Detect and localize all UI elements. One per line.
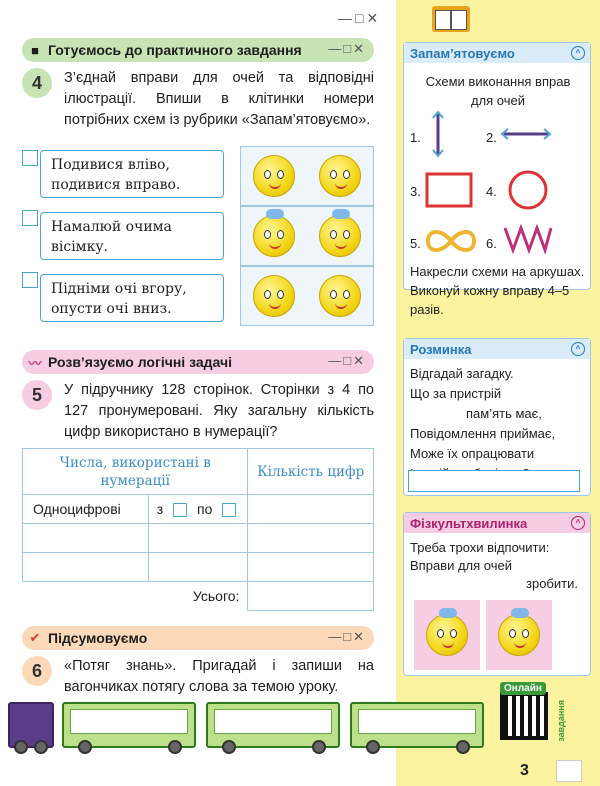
table-header-count: Кількість цифр xyxy=(248,449,374,495)
wheel-icon xyxy=(312,740,326,754)
riddle-line: Що за пристрій xyxy=(410,386,502,401)
illustration-row xyxy=(240,146,374,206)
wheel-icon xyxy=(168,740,182,754)
task-number-badge: 4 xyxy=(22,68,52,98)
remember-header xyxy=(404,43,590,63)
table-cell[interactable] xyxy=(148,524,248,553)
exercise-picture xyxy=(486,600,552,670)
online-sub-label: завдання xyxy=(556,700,566,742)
answer-cell[interactable] xyxy=(222,503,236,517)
figure-eight-icon xyxy=(424,226,478,256)
illustration-row xyxy=(240,266,374,326)
scheme-label: 2. xyxy=(486,130,497,145)
remember-title: Запам’ятовуємо xyxy=(410,45,515,61)
table-header-numbers: Числа, використані в нумерації xyxy=(23,449,248,495)
circle-scheme-icon xyxy=(506,168,550,212)
practice-section-title: Готуємось до практичного завдання xyxy=(48,42,302,58)
logic-section-title: Розв’язуємо логічні задачі xyxy=(48,354,232,370)
train-wagon xyxy=(350,702,484,748)
task5-text: У підручнику 128 сторінок. Сторінки з 4 по 127 пронумеровані. Яку загальну кількість цифр використано в нумерації? xyxy=(64,382,374,440)
answer-cell[interactable] xyxy=(22,150,38,166)
checkmark-icon: ✔ xyxy=(29,630,41,645)
ball-character-icon xyxy=(319,155,361,197)
page-corner xyxy=(556,760,582,782)
wagon-write-area[interactable] xyxy=(358,709,476,734)
table-cell[interactable] xyxy=(23,553,149,582)
wheel-icon xyxy=(222,740,236,754)
table-cell-range xyxy=(148,495,248,524)
exercise-label: Підніми очі вгору, опусти очі вниз. xyxy=(51,281,187,317)
logic-section-header xyxy=(22,350,374,374)
collapse-icon[interactable]: ^ xyxy=(571,342,585,356)
ball-character-icon xyxy=(319,215,361,257)
exercise-card xyxy=(40,274,224,322)
table-cell[interactable] xyxy=(248,553,374,582)
vertical-arrows-icon xyxy=(428,110,448,158)
task4-text: З’єднай вправи для очей та відповідні ілюстрації. Впиши в клітинки номери потрібних схем із рубрики «Запам’ятовуємо». xyxy=(64,70,374,128)
qr-code-icon[interactable] xyxy=(500,692,548,740)
table-cell xyxy=(23,582,149,611)
scheme-label: 1. xyxy=(410,130,421,145)
wagon-write-area[interactable] xyxy=(70,709,188,734)
riddle-answer-field[interactable] xyxy=(408,470,580,492)
wheel-icon xyxy=(14,740,28,754)
riddle-line: Відгадай загадку. xyxy=(410,366,514,381)
exercise-title: Фізкультхвилинка xyxy=(410,515,528,531)
online-label: Онлайн xyxy=(500,682,546,695)
window-controls-icon: —□✕ xyxy=(328,629,366,644)
illustration-row xyxy=(240,206,374,266)
wagon-write-area[interactable] xyxy=(214,709,332,734)
summary-section-title: Підсумовуємо xyxy=(48,630,148,646)
exercise-line: Вправи для очей xyxy=(410,558,512,573)
task-number-badge: 5 xyxy=(22,380,52,410)
total-label: Усього: xyxy=(192,588,240,605)
book-icon xyxy=(432,6,470,32)
table-cell-single-digit: Одноцифрові xyxy=(23,495,149,524)
task6-text: «Потяг знань». Пригадай і запиши на вагончиках потягу слова за темою уроку. xyxy=(64,658,374,695)
zigzag-icon: 〰 xyxy=(28,355,42,371)
ball-character-icon xyxy=(426,614,468,656)
locomotive xyxy=(8,702,54,748)
wheel-icon xyxy=(366,740,380,754)
scheme-label: 6. xyxy=(486,236,497,251)
riddle-line: пам’ять має, xyxy=(466,406,542,421)
exercise-picture xyxy=(414,600,480,670)
table-cell-total[interactable] xyxy=(248,582,374,611)
collapse-icon[interactable]: ^ xyxy=(571,516,585,530)
scheme-label: 4. xyxy=(486,184,497,199)
collapse-icon[interactable]: ^ xyxy=(571,46,585,60)
table-cell[interactable] xyxy=(23,524,149,553)
numbering-table xyxy=(22,448,374,611)
ball-character-icon xyxy=(253,155,295,197)
answer-cell[interactable] xyxy=(22,210,38,226)
remember-note: Накресли схеми на аркушах. Виконуй кожну вправу 4–5 разів. xyxy=(410,264,585,317)
task-number-badge: 6 xyxy=(22,656,52,686)
wheel-icon xyxy=(78,740,92,754)
scheme-label: 3. xyxy=(410,184,421,199)
window-controls-icon: —□✕ xyxy=(328,41,366,56)
square-icon: ■ xyxy=(31,42,39,58)
exercise-line: Треба трохи відпочити: xyxy=(410,540,550,555)
window-controls-icon: —□✕ xyxy=(338,10,382,26)
ball-character-icon xyxy=(498,614,540,656)
table-cell[interactable] xyxy=(248,524,374,553)
page-number: 3 xyxy=(520,762,529,779)
table-cell-answer[interactable] xyxy=(248,495,374,524)
rectangle-scheme-icon xyxy=(424,170,474,210)
window-controls-icon: —□✕ xyxy=(328,353,366,368)
practice-section-header xyxy=(22,38,374,62)
ball-character-icon xyxy=(319,275,361,317)
exercise-card xyxy=(40,212,224,260)
riddle-line: Повідомлення приймає, xyxy=(410,426,556,441)
riddle-line: Може їх опрацювати xyxy=(410,446,535,461)
from-label: з xyxy=(156,500,164,517)
answer-cell[interactable] xyxy=(173,503,187,517)
exercise-header xyxy=(404,513,590,533)
to-label: по xyxy=(196,500,213,517)
warmup-header xyxy=(404,339,590,359)
summary-section-header xyxy=(22,626,374,650)
horizontal-arrows-icon xyxy=(500,124,552,144)
exercise-card xyxy=(40,150,224,198)
ball-character-icon xyxy=(253,215,295,257)
wheel-icon xyxy=(34,740,48,754)
train-wagon xyxy=(62,702,196,748)
exercise-line: зробити. xyxy=(526,576,578,591)
train-wagon xyxy=(206,702,340,748)
warmup-title: Розминка xyxy=(410,341,472,357)
exercise-label: Подивися вліво, подивися вправо. xyxy=(51,157,181,193)
zigzag-scheme-icon xyxy=(502,224,554,254)
ball-character-icon xyxy=(253,275,295,317)
wheel-icon xyxy=(456,740,470,754)
table-cell[interactable] xyxy=(148,553,248,582)
exercise-label: Намалюй очима вісімку. xyxy=(51,219,172,255)
scheme-label: 5. xyxy=(410,236,421,251)
answer-cell[interactable] xyxy=(22,272,38,288)
remember-subtitle: Схеми виконання вправ для очей xyxy=(425,74,571,108)
